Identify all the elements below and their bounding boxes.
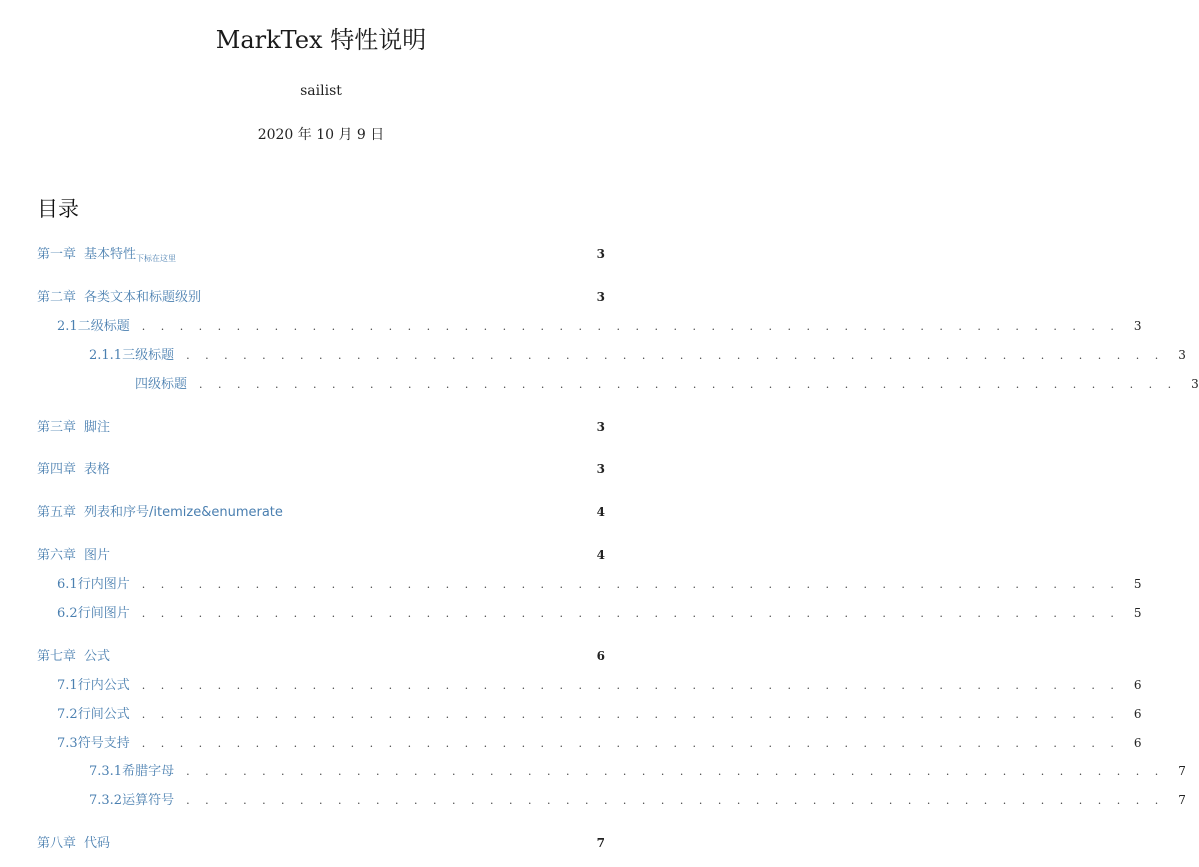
toc-page-number: 3 — [1178, 348, 1186, 362]
toc-chapter-number: 第一章 — [37, 247, 77, 262]
toc-page-number: 3 — [596, 290, 605, 304]
toc-entry-label: 希腊字母 — [122, 764, 175, 779]
toc-page-number: 6 — [1133, 678, 1142, 692]
toc-page-number: 3 — [1191, 377, 1199, 391]
toc-entry-section-7-1[interactable] — [57, 674, 1142, 693]
toc-leader-dots: . . . . . . . . . . . . . . . . . . . . . . . . . . . . . . . . . . . . . . . . . . . . . . . . . . . . — [186, 794, 1165, 807]
toc-section-number: 7.3.1 — [89, 764, 123, 779]
toc-entry-section-2-1[interactable] — [57, 315, 1142, 334]
toc-entry-chapter-4[interactable] — [37, 458, 605, 476]
toc-leader-dots: . . . . . . . . . . . . . . . . . . . . . . . . . . . . . . . . . . . . . . . . . . . . . . . . . . . . — [141, 708, 1120, 721]
toc-entry-subsection-7-3-1[interactable] — [89, 760, 1186, 779]
toc-page-number: 4 — [596, 505, 605, 519]
toc-entry-label: 各类文本和标题级别 — [84, 290, 202, 305]
toc-page-number: 3 — [596, 420, 605, 434]
toc-page-number: 4 — [596, 548, 605, 562]
toc-entry-chapter-2[interactable] — [37, 286, 605, 304]
toc-entry-label: 脚注 — [84, 420, 111, 435]
toc-page-number: 5 — [1133, 606, 1142, 620]
toc-leader-dots: . . . . . . . . . . . . . . . . . . . . . . . . . . . . . . . . . . . . . . . . . . . . . . . . . . . . — [141, 679, 1120, 692]
toc-page-number: 3 — [1133, 319, 1142, 333]
toc-entry-text: 基本特性 — [84, 247, 137, 262]
toc-entry-subsection-7-3-2[interactable] — [89, 789, 1186, 808]
toc-entry-label: 公式 — [84, 649, 111, 664]
toc-chapter-number: 第四章 — [37, 462, 77, 477]
toc-entry-label: 运算符号 — [122, 793, 175, 808]
toc-entry-label: 行内公式 — [77, 678, 130, 693]
toc-section-number: 6.2 — [57, 606, 78, 621]
toc-entry-label: 三级标题 — [122, 348, 175, 363]
toc-leader-dots: . . . . . . . . . . . . . . . . . . . . . . . . . . . . . . . . . . . . . . . . . . . . . . . . . . . . — [141, 320, 1120, 333]
toc-entry-section-6-1[interactable] — [57, 573, 1142, 592]
toc-page-number: 3 — [596, 462, 605, 476]
toc-entry-level4[interactable] — [135, 373, 1199, 392]
toc-entry-label: 代码 — [84, 836, 111, 851]
toc-page-number: 5 — [1133, 577, 1142, 591]
toc-entry-label: 行间公式 — [77, 707, 130, 722]
toc-leader-dots: . . . . . . . . . . . . . . . . . . . . . . . . . . . . . . . . . . . . . . . . . . . . . . . . . . . . — [141, 578, 1120, 591]
toc-leader-dots: . . . . . . . . . . . . . . . . . . . . . . . . . . . . . . . . . . . . . . . . . . . . . . . . . . . . — [141, 737, 1120, 750]
toc-chapter-number: 第二章 — [37, 290, 77, 305]
toc-chapter-number: 第五章 — [37, 505, 77, 520]
toc-entry-label — [84, 243, 176, 264]
toc-entry-subsection-2-1-1[interactable] — [89, 344, 1186, 363]
toc-leader-dots: . . . . . . . . . . . . . . . . . . . . . . . . . . . . . . . . . . . . . . . . . . . . . . . . . . . . — [186, 349, 1165, 362]
toc-entry-section-7-2[interactable] — [57, 703, 1142, 722]
toc-entry-chapter-7[interactable] — [37, 645, 605, 663]
toc-entry-chapter-5[interactable] — [37, 501, 605, 519]
toc-leader-dots: . . . . . . . . . . . . . . . . . . . . . . . . . . . . . . . . . . . . . . . . . . . . . . . . . . . . — [186, 765, 1165, 778]
toc-chapter-number: 第八章 — [37, 836, 77, 851]
toc-entry-label: 四级标题 — [135, 377, 188, 392]
toc-chapter-number: 第七章 — [37, 649, 77, 664]
toc-page-number: 7 — [1178, 793, 1186, 807]
toc-section-number: 2.1 — [57, 319, 78, 334]
toc-leader-dots: . . . . . . . . . . . . . . . . . . . . . . . . . . . . . . . . . . . . . . . . . . . . . . . . . . . . — [141, 607, 1120, 620]
toc-entry-label: 行内图片 — [77, 577, 130, 592]
toc-chapter-number: 第六章 — [37, 548, 77, 563]
toc-entry-label: 图片 — [84, 548, 111, 563]
toc-heading: 目录 — [37, 197, 79, 221]
toc-leader-dots: . . . . . . . . . . . . . . . . . . . . . . . . . . . . . . . . . . . . . . . . . . . . . . . . . . . . — [199, 378, 1178, 391]
toc-entry-chapter-8[interactable] — [37, 832, 605, 850]
toc-entry-subscript: 下标在这里 — [136, 254, 177, 263]
toc-entry-label: 符号支持 — [77, 736, 130, 751]
toc-section-number: 6.1 — [57, 577, 78, 592]
toc-entry-section-7-3[interactable] — [57, 732, 1142, 751]
toc-page-number: 3 — [596, 247, 605, 261]
toc-page-number: 6 — [1133, 736, 1142, 750]
toc-entry-label: 表格 — [84, 462, 111, 477]
document-author: sailist — [300, 83, 342, 99]
toc-entry-label: 行间图片 — [77, 606, 130, 621]
toc-section-number: 7.3 — [57, 736, 78, 751]
toc-entry-section-6-2[interactable] — [57, 602, 1142, 621]
document-date: 2020 年 10 月 9 日 — [257, 127, 385, 143]
toc-section-number: 2.1.1 — [89, 348, 123, 363]
toc-section-number: 7.3.2 — [89, 793, 123, 808]
document-title: MarkTex 特性说明 — [215, 26, 427, 54]
toc-section-number: 7.2 — [57, 707, 78, 722]
toc-page-number: 7 — [1178, 764, 1186, 778]
toc-section-number: 7.1 — [57, 678, 78, 693]
toc-entry-chapter-6[interactable] — [37, 544, 605, 562]
toc-page-number: 6 — [1133, 707, 1142, 721]
toc-entry-label: 二级标题 — [77, 319, 130, 334]
toc-page-number: 6 — [596, 649, 605, 663]
toc-entry-chapter-3[interactable] — [37, 416, 605, 434]
toc-page-number: 7 — [596, 836, 605, 850]
toc-entry-chapter-1[interactable] — [37, 243, 605, 261]
toc-entry-label: 列表和序号/itemize&enumerate — [84, 505, 283, 520]
toc-chapter-number: 第三章 — [37, 420, 77, 435]
